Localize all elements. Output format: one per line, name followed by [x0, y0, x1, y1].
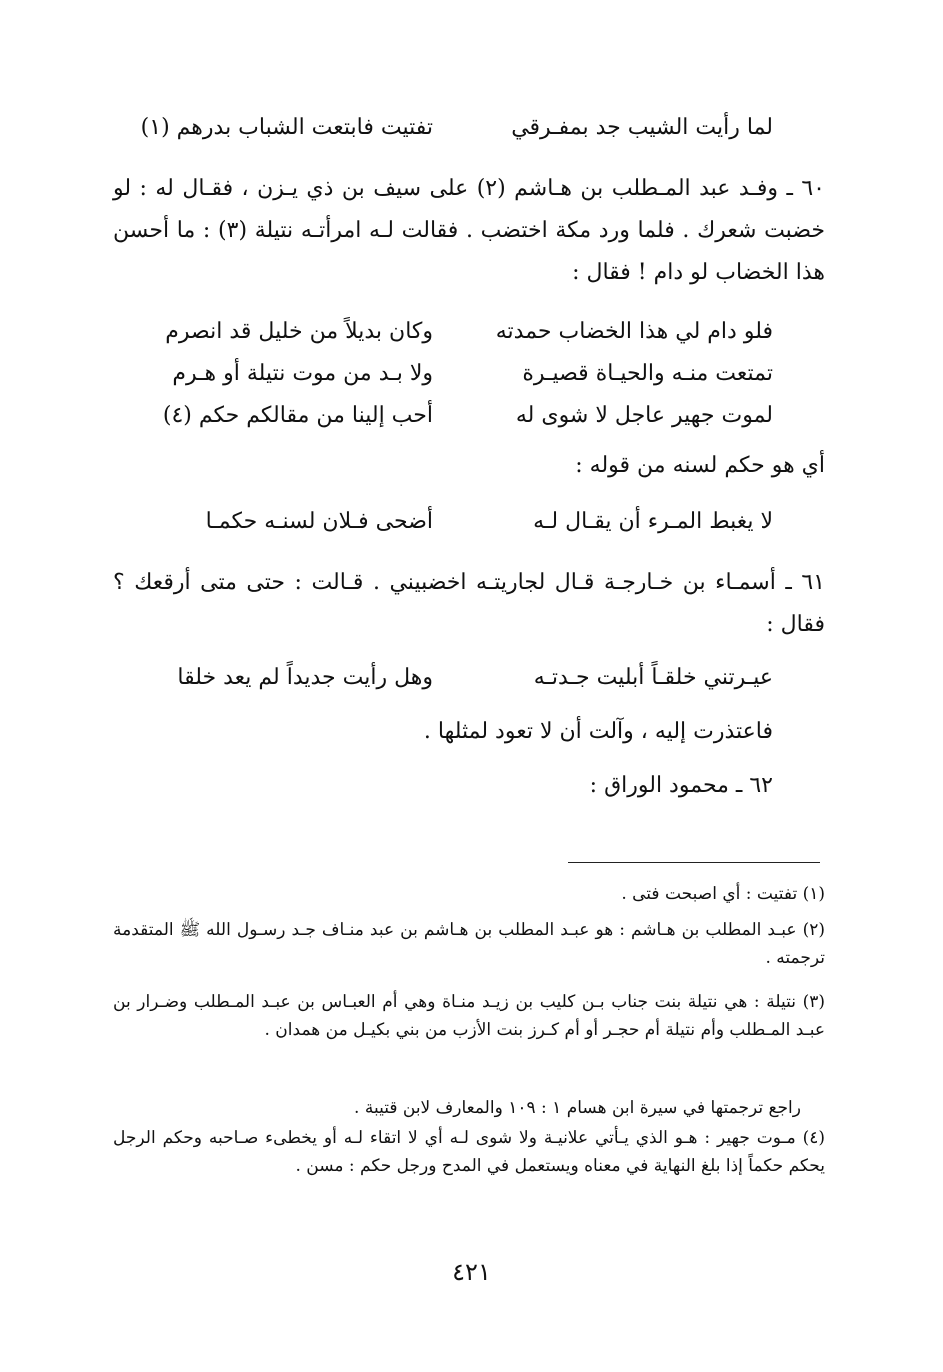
verse-hemistich: لما رأيت الشيب جد بمفـرقي	[511, 115, 773, 140]
verse-hemistich: لموت جهير عاجل لا شوى له	[515, 403, 773, 428]
verse-line	[133, 504, 773, 540]
footnote-2: (٢) عبـد المطلب بن هـاشم : هو عبـد المطلب بن هـاشم بن عبد منـاف جـد رسـول الله ﷺ المتقدمة ترجمته .	[113, 920, 825, 968]
text-line: فاعتذرت إليه ، وآلت أن لا تعود لمثلها .	[423, 719, 773, 744]
verse-hemistich: عيـرتني خلقـاً أبليت جـدتـه	[533, 665, 773, 690]
verse-hemistich: لا يغبط المـرء أن يقـال لـه	[533, 509, 773, 534]
verse-line	[133, 314, 773, 350]
verse-hemistich: وكان بديلاً من خليل قد انصرم	[165, 319, 433, 344]
paragraph-60: ٦٠ ـ وفـد عبد المـطلب بن هـاشم (٢) على سيف بن ذي يـزن ، فقـال له : لو خضبت شعرك . فلما ورد مكة اختضب . فقالت لـه امرأتـه نتيلة (٣) : ما أحسن هذا الخضاب لو دام ! فقال :	[113, 176, 826, 285]
footnote-divider	[568, 862, 820, 863]
footnote-3: (٣) نتيلة : هي نتيلة بنت جناب بـن كليب بن زيـد منـاة وهي أم العبـاس بن عبـد المـطلب وضـرار بن عبـد المـطلب وأم نتيلة أم حجـر أو أم كـرز بنت الأزب من بني بكيـل من همدان .	[113, 992, 825, 1040]
verse-line	[133, 398, 773, 434]
footnote-1: (١) تفتيت : أي اصبحت فتى .	[621, 884, 825, 904]
footnote-4: (٤) مـوت جهير : هـو الذي يـأتي علانيـة ولا شوى لـه أي لا اتقاء لـه أو يخطىء صـاحبه وحكم الرجل يحكم حكماً إذا بلغ النهاية في معناه ويستعمل في المدح ورجل حكم : مسن .	[113, 1128, 825, 1176]
footnote-3-reference: راجع ترجمتها في سيرة ابن هسام ١ : ١٠٩ والمعارف لابن قتيبة .	[354, 1098, 801, 1118]
verse-line	[133, 356, 773, 392]
page-number: ٤٢١	[452, 1258, 491, 1286]
verse-line	[133, 660, 773, 696]
verse-hemistich: تمتعت منـه والحيـاة قصيـرة	[522, 361, 773, 386]
verse-hemistich: أحب إلينا من مقالكم حكم (٤)	[162, 403, 433, 428]
verse-hemistich: أضحى فـلان لسنـه حكمـا	[205, 509, 433, 534]
verse-hemistich: وهل رأيت جديداً لم يعد خلقا	[177, 665, 433, 690]
verse-hemistich: ولا بـد من موت نتيلة أو هـرم	[172, 361, 433, 386]
intro-line: أي هو حكم لسنه من قوله :	[575, 453, 825, 478]
paragraph-61: ٦١ ـ أسمـاء بن خـارجـة قـال لجاريتـه اخضبيني . قـالت : حتى متى أرقعك ؟ فقال :	[113, 570, 825, 637]
verse-hemistich: فلو دام لي هذا الخضاب حمدته	[495, 319, 773, 344]
verse-line	[133, 110, 773, 146]
section-62-heading: ٦٢ ـ محمود الوراق :	[589, 773, 773, 798]
verse-hemistich: تفتيت فابتعت الشباب بدرهم (١)	[140, 115, 433, 140]
